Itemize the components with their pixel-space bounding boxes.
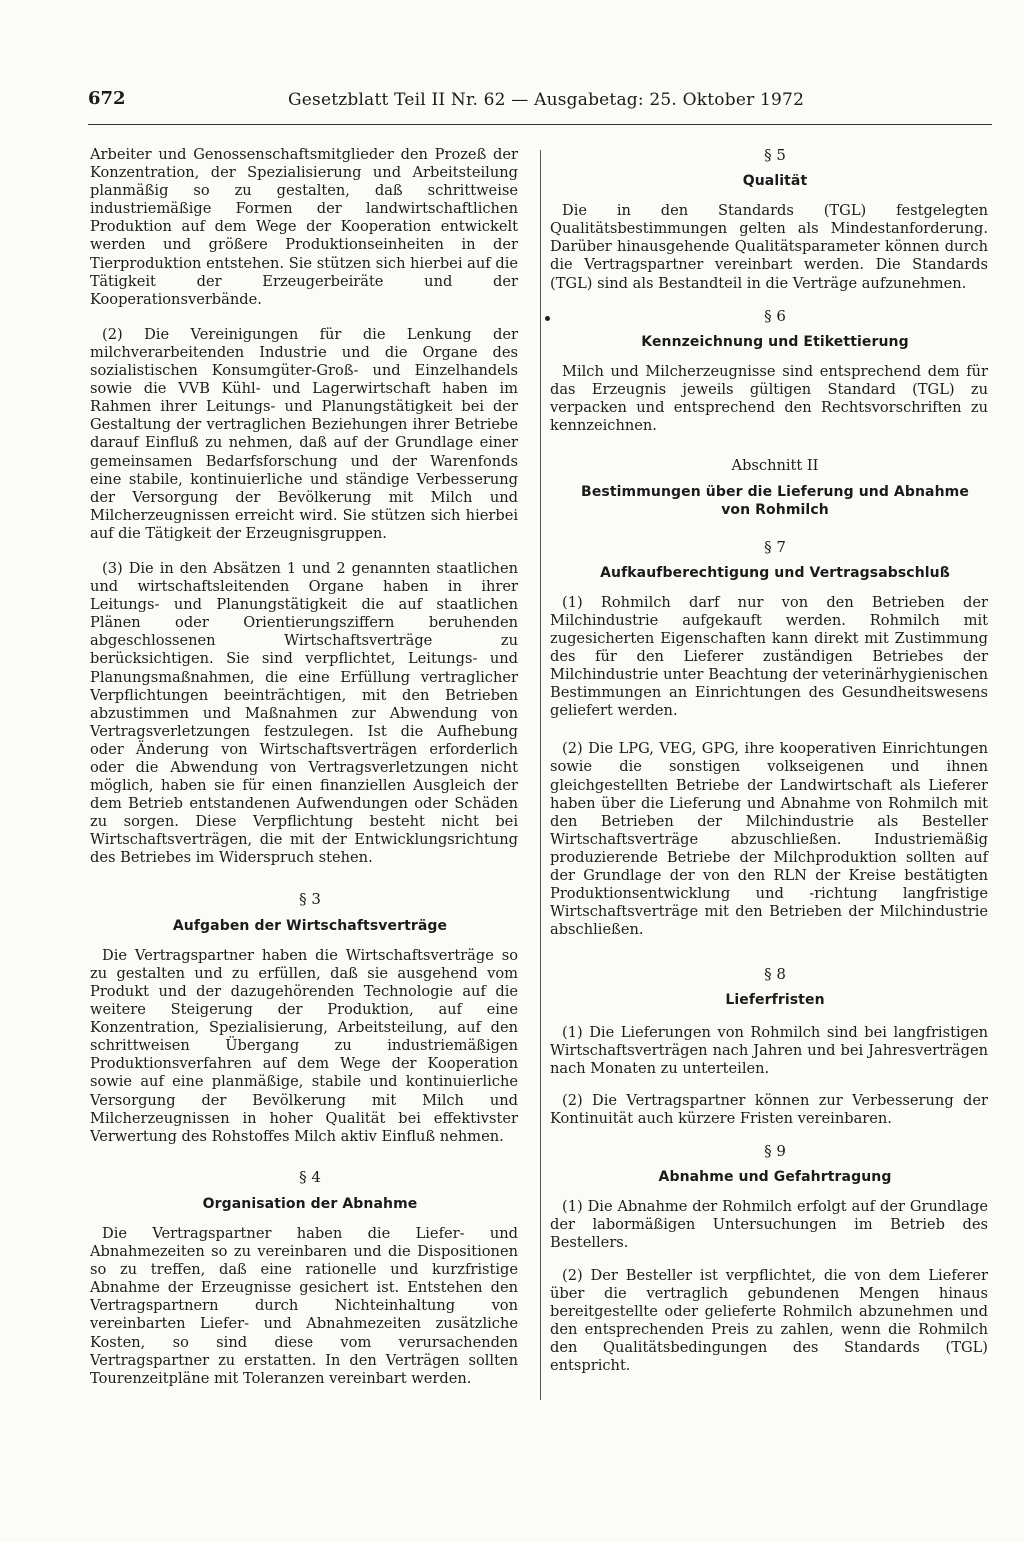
- left-column: [90, 146, 518, 1388]
- part-title-line-2: von Rohmilch: [721, 502, 829, 519]
- section-7-title: Aufkaufberechtigung und Vertragsabschluß: [600, 564, 950, 581]
- paragraph-2: (2) Die Vereinigungen für die Lenkung der milchverarbeitenden Industrie und die Organe des sozialistischen Konsumgüter-Groß- und Einzelhandels sowie die VVB Kühl- und Lagerwirtschaft haben im Rahmen ihrer Leitungs- und Planungstätigkeit bei der Gestaltung der vertraglichen Beziehungen ihrer Betriebe darauf Einfluß zu nehmen, daß auf der Grundlage einer gemeinsamen Bedarfsforschung und der Warenfonds eine stabile, kontinuierliche und ständige Verbesserung der Versorgung der Bevölkerung mit Milch und Milcherzeugnissen erreicht wird. Sie stützen sich hierbei auf die Tätigkeit der Erzeugnisgruppen.: [90, 325, 518, 542]
- paragraph-continued: Arbeiter und Genossenschaftsmitglieder den Prozeß der Konzentration, der Spezialisierung und Arbeitsteilung planmäßig so zu gestalten, daß schrittweise industriemäßige Formen der landwirtschaftlichen Produktion auf dem Wege der Kooperation entwickelt werden und größere Produktionseinheiten in der Tierproduktion entstehen. Sie stützen sich hierbei auf die Tätigkeit der Erzeugerbeiräte und der Kooperationsverbände.: [90, 146, 518, 308]
- section-9-title: Abnahme und Gefahrtragung: [658, 1169, 892, 1186]
- right-column: [550, 146, 988, 1375]
- column-divider: [540, 150, 541, 1400]
- page-number: 672: [88, 88, 126, 109]
- section-7-number: § 7: [764, 537, 786, 556]
- section-9-paragraph-2: (2) Der Besteller ist verpflichtet, die von dem Lieferer über die vertraglich gebundenen Mengen hinaus bereitgestellte oder gelieferte Rohmilch abzunehmen und den entsprechenden Preis zu zahlen, wenn die Rohmilch den Qualitätsbedingungen des Standards (TGL) entspricht.: [550, 1266, 988, 1374]
- section-6-number: § 6: [764, 306, 786, 325]
- section-8-paragraph-2: (2) Die Vertragspartner können zur Verbesserung der Kontinuität auch kürzere Fristen vereinbaren.: [550, 1091, 988, 1127]
- section-7-paragraph-1: (1) Rohmilch darf nur von den Betrieben der Milchindustrie aufgekauft werden. Rohmilch mit zugesicherten Eigenschaften kann direkt mit Zustimmung des für den Lieferer zuständigen Betriebes der Milchindustrie unter Beachtung der veterinärhygienischen Bestimmungen an Einrichtungen des Gesundheitswesens geliefert werden.: [550, 593, 988, 720]
- section-5-title: Qualität: [742, 173, 808, 190]
- part-title-line-1: Bestimmungen über die Lieferung und Abnahme: [581, 484, 969, 501]
- section-4-paragraph: Die Vertragspartner haben die Liefer- und Abnahmezeiten so zu vereinbaren und die Dispositionen so zu treffen, daß eine rationelle und kurzfristige Abnahme der Erzeugnisse gesichert ist. Entstehen den Vertragspartnern durch Nichteinhaltung von vereinbarten Liefer- und Abnahmezeiten zusätzliche Kosten, so sind diese vom verursachenden Vertragspartner zu erstatten. In den Verträgen sollten Tourenzeitpläne mit Toleranzen vereinbart werden.: [90, 1224, 518, 1387]
- header-title: Gesetzblatt Teil II Nr. 62 — Ausgabetag: 25. Oktober 1972: [288, 90, 805, 110]
- paragraph-3: (3) Die in den Absätzen 1 und 2 genannten staatlichen und wirtschaftsleitenden Organe haben in ihrer Leitungs- und Planungstätigkeit die auf staatlichen Plänen oder Orientierungsziffern beruhenden abgeschlossenen Wirtschaftsverträge zu berücksichtigen. Sie sind verpflichtet, Leitungs- und Planungsmaßnahmen, die eine Erfüllung vertraglicher Verpflichtungen beeinträchtigen, mit den Betrieben abzustimmen und Maßnahmen zur Abwendung von Vertragsverletzungen festzulegen. Ist die Aufhebung oder Änderung von Wirtschaftsverträgen erforderlich oder die Abwendung von Vertragsverletzungen nicht möglich, haben sie für einen finanziellen Ausgleich der dem Betrieb entstandenen Aufwendungen oder Schäden zu sorgen. Diese Verpflichtung besteht nicht bei Wirtschaftsverträgen, die mit der Entwicklungsrichtung des Betriebes im Widerspruch stehen.: [90, 559, 518, 867]
- section-8-number: § 8: [764, 965, 786, 984]
- section-6-title: Kennzeichnung und Etikettierung: [641, 333, 909, 350]
- section-4-title: Organisation der Abnahme: [202, 1195, 418, 1212]
- section-8-paragraph-1: (1) Die Lieferungen von Rohmilch sind bei langfristigen Wirtschaftsverträgen nach Jahren und bei Jahresverträgen nach Monaten zu unterteilen.: [550, 1023, 988, 1077]
- section-4-number: § 4: [299, 1167, 321, 1186]
- section-6-paragraph: Milch und Milcherzeugnisse sind entsprechend dem für das Erzeugnis jeweils gültigen Standard (TGL) zu verpacken und entsprechend den Rechtsvorschriften zu kennzeichnen.: [550, 362, 988, 435]
- section-7-paragraph-2: (2) Die LPG, VEG, GPG, ihre kooperativen Einrichtungen sowie die sonstigen volkseigenen und ihnen gleichgestellten Betriebe der Landwirtschaft als Lieferer haben über die Lieferung und Abnahme von Rohmilch mit den Betrieben der Milchindustrie als Besteller Wirtschaftsverträge abzuschließen. Industriemäßig produzierende Betriebe der Milchproduktion sollten auf der Grundlage der von den RLN der Kreise bestätigten Produktionsentwicklung und -richtung langfristige Wirtschaftsverträge mit den Betrieben der Milchindustrie abschließen.: [550, 740, 988, 939]
- part-heading: Abschnitt II: [731, 457, 819, 475]
- section-5-number: § 5: [764, 146, 786, 164]
- section-3-number: § 3: [299, 889, 321, 908]
- section-8-title: Lieferfristen: [725, 992, 825, 1009]
- section-3-paragraph: Die Vertragspartner haben die Wirtschaftsverträge so zu gestalten und zu erfüllen, daß sie ausgehend vom Produkt und der dazugehörenden Technologie auf die weitere Steigerung der Produktion, auf eine Konzentration, Spezialisierung, Arbeitsteilung, auf den schrittweisen Übergang zu industriemäßigen Produktionsverfahren auf dem Wege der Kooperation sowie auf eine planmäßige, stabile und kontinuierliche Versorgung der Bevölkerung mit Milch und Milcherzeugnissen in hoher Qualität bei effektivster Verwertung des Rohstoffes Milch aktiv Einfluß nehmen.: [90, 946, 518, 1145]
- section-5-paragraph: Die in den Standards (TGL) festgelegten Qualitätsbestimmungen gelten als Mindestanforderung. Darüber hinausgehende Qualitätsparameter können durch die Vertragspartner vereinbart werden. Die Standards (TGL) sind als Bestandteil in die Verträge aufzunehmen.: [550, 202, 988, 292]
- section-9-number: § 9: [764, 1142, 786, 1161]
- section-9-paragraph-1: (1) Die Abnahme der Rohmilch erfolgt auf der Grundlage der labormäßigen Untersuchungen im Betrieb des Bestellers.: [550, 1198, 988, 1252]
- section-3-title: Aufgaben der Wirtschaftsverträge: [172, 917, 448, 934]
- page-header: [88, 88, 992, 125]
